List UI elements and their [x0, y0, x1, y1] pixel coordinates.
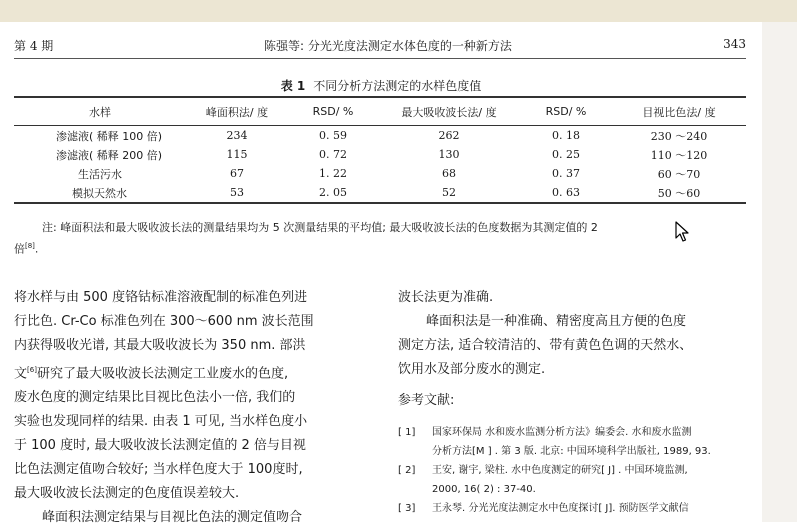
table-cell: 0. 25	[552, 148, 580, 161]
text-line: 峰面积法测定结果与目视比色法的测定值吻合	[42, 510, 303, 526]
column-header: 目视比色法/ 度	[612, 97, 746, 126]
reference-item	[398, 423, 750, 461]
reference-text: 国家环保局 水和废水监测分析方法》编委会. 水和废水监测	[432, 427, 692, 438]
viewer-right-margin	[762, 22, 797, 522]
table-row	[14, 145, 746, 164]
text-line: 于 100 度时, 最大吸收波长法测定值的 2 倍与目视	[14, 438, 306, 454]
reference-text: 2000, 16( 2) : 37-40.	[432, 484, 536, 495]
text-line: 饮用水及部分废水的测定.	[398, 362, 546, 377]
table-cell: 生活污水	[78, 167, 122, 181]
citation-ref: [8]	[25, 242, 35, 250]
table-row	[14, 164, 746, 183]
column-header: 峰面积法/ 度	[186, 97, 288, 126]
text-line: 比色法测定值吻合较好; 当水样色度大于 100度时,	[14, 462, 303, 478]
text-line: 内获得吸收光谱, 其最大吸收波长为 350 nm. 部洪	[14, 338, 306, 353]
table-cell: 130	[438, 148, 460, 161]
table-cell: 0. 37	[552, 167, 580, 180]
table-header-row	[14, 97, 746, 126]
table-cell: 67	[230, 167, 244, 180]
table-note	[14, 218, 746, 259]
table-cell: 52	[378, 183, 520, 203]
issue-number: 第 4 期	[14, 39, 54, 53]
table-cell: 0. 63	[520, 183, 612, 203]
reference-text: 王安, 谢宇, 梁柱. 水中色度测定的研究[ J] . 中国环境监测,	[432, 465, 688, 476]
reference-item	[398, 499, 750, 518]
note-line	[14, 237, 746, 259]
reference-list	[398, 423, 750, 518]
table-cell: 模拟天然水	[14, 183, 186, 203]
running-title: 陈强等: 分光光度法测定水体色度的一种新方法	[264, 39, 512, 53]
reference-text: 分析方法[M ] . 第 3 版. 北京: 中国环境科学出版社, 1989, 93.	[432, 446, 711, 457]
reference-text: 王永琴. 分光光度法测定水中色度探讨[ J]. 预防医学文献信	[432, 503, 689, 514]
text-line	[14, 358, 369, 386]
column-header: RSD/ %	[520, 97, 612, 126]
table-cell: 渗滤液( 稀释 200 倍)	[56, 148, 163, 162]
text-span: 文	[14, 366, 28, 382]
table-cell: 50 ～60	[612, 183, 746, 203]
text-line: 最大吸收波长法测定的色度值误差较大.	[14, 486, 240, 502]
table-cell: 262	[438, 129, 460, 142]
column-header: 水样	[14, 97, 186, 126]
reference-number: [ 1]	[398, 427, 416, 438]
text-line: 峰面积法是一种准确、精密度高且方便的色度	[426, 314, 687, 329]
text-line: 测定方法, 适合较清洁的、带有黄色色调的天然水、	[398, 338, 693, 353]
header-rule	[14, 58, 746, 59]
table-cell: 60 ～70	[657, 167, 701, 181]
text-line: 波长法更为准确.	[398, 290, 494, 305]
text-line: 行比色. Cr-Co 标准色列在 300～600 nm 波长范围	[14, 314, 314, 329]
note-line: 注: 峰面积法和最大吸收波长法的测量结果均为 5 次测量结果的平均值; 最大吸收波长法的色度数据为其测定值的 2	[42, 221, 598, 234]
text-line: 废水色度的测定结果比目视比色法小一倍, 我们的	[14, 390, 296, 406]
table-cell: 2. 05	[288, 183, 378, 203]
table-label: 表 1	[280, 79, 306, 93]
references-heading: 参考文献:	[398, 393, 455, 408]
table-cell: 0. 72	[319, 148, 347, 161]
viewer-top-band	[0, 0, 797, 22]
table-title: 不同分析方法测定的水样色度值	[313, 79, 482, 93]
table-row	[14, 183, 746, 203]
reference-item	[398, 461, 750, 499]
table-cell: 0. 59	[319, 129, 347, 142]
table-cell: 115	[226, 148, 248, 161]
reference-number: [ 2]	[398, 465, 416, 476]
page-number: 343	[723, 37, 746, 51]
table-cell: 68	[442, 167, 456, 180]
mouse-pointer-icon	[675, 221, 691, 243]
table-cell: 53	[186, 183, 288, 203]
reference-number: [ 3]	[398, 503, 416, 514]
text-span: 研究了最大吸收波长法测定工业废水的色度,	[36, 366, 289, 382]
note-text: 倍	[14, 242, 25, 256]
citation-ref: [6]	[27, 366, 37, 374]
table-caption	[0, 77, 762, 94]
table-cell: 234	[226, 129, 248, 142]
column-header: RSD/ %	[288, 97, 378, 126]
document-page	[0, 22, 762, 526]
table-cell: 1. 22	[319, 167, 347, 180]
column-header: 最大吸收波长法/ 度	[378, 97, 520, 126]
table-row	[14, 126, 746, 146]
table-cell: 0. 18	[552, 129, 580, 142]
table-cell: 渗滤液( 稀释 100 倍)	[56, 129, 163, 143]
table-cell: 230 ～240	[650, 129, 708, 143]
body-column-right	[398, 286, 750, 518]
note-text: .	[34, 242, 39, 256]
color-value-table	[14, 96, 746, 204]
text-line: 将水样与由 500 度铬钴标准溶液配制的标准色列进	[14, 290, 308, 305]
text-line: 实验也发现同样的结果. 由表 1 可见, 当水样色度小	[14, 414, 308, 430]
body-column-left	[14, 286, 369, 530]
table-cell: 110 ～120	[650, 148, 708, 162]
